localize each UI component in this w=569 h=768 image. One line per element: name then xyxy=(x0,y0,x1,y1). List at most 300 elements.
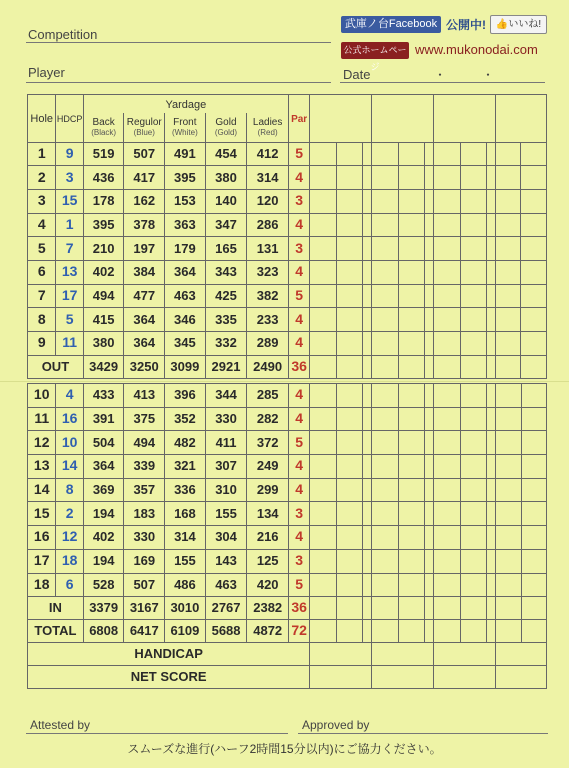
score-cell[interactable] xyxy=(372,260,398,284)
score-cell[interactable] xyxy=(521,549,546,573)
score-cell[interactable] xyxy=(336,478,362,502)
score-cell[interactable] xyxy=(521,573,546,597)
score-cell[interactable] xyxy=(521,431,546,455)
score-cell[interactable] xyxy=(310,431,336,455)
out-par: 36 xyxy=(291,357,307,374)
score-cell[interactable] xyxy=(496,573,521,597)
score-cell[interactable] xyxy=(363,237,372,261)
score-cell[interactable] xyxy=(363,573,372,597)
score-cell[interactable] xyxy=(434,213,460,237)
score-cell[interactable] xyxy=(363,478,372,502)
score-cell[interactable] xyxy=(434,526,460,550)
tee-name-ladies: Ladies xyxy=(252,117,283,129)
score-cell[interactable] xyxy=(434,308,460,332)
score-cell[interactable] xyxy=(363,407,372,431)
hdcp-value: 2 xyxy=(65,504,74,521)
net-score-cell[interactable] xyxy=(496,666,547,689)
score-cell[interactable] xyxy=(521,597,546,620)
score-cell[interactable] xyxy=(310,355,336,378)
score-cell[interactable] xyxy=(310,620,336,643)
score-cell[interactable] xyxy=(372,407,398,431)
score-cell[interactable] xyxy=(424,189,433,213)
score-cell[interactable] xyxy=(460,237,486,261)
score-cell[interactable] xyxy=(496,384,521,408)
score-cell[interactable] xyxy=(496,455,521,479)
score-cell[interactable] xyxy=(486,308,495,332)
score-cell[interactable] xyxy=(460,620,486,643)
score-cell[interactable] xyxy=(425,407,434,431)
score-cell[interactable] xyxy=(310,597,336,620)
score-cell[interactable] xyxy=(310,573,336,597)
score-cell[interactable] xyxy=(363,284,372,308)
score-cell[interactable] xyxy=(460,189,486,213)
score-cell[interactable] xyxy=(460,142,486,166)
score-cell[interactable] xyxy=(336,431,362,455)
score-cell[interactable] xyxy=(487,620,496,643)
tee-name-front: Front xyxy=(173,117,197,129)
total-back: 6808 xyxy=(89,623,119,639)
score-cell[interactable] xyxy=(398,166,424,190)
score-cell[interactable] xyxy=(521,142,547,166)
score-cell[interactable] xyxy=(521,260,547,284)
score-cell[interactable] xyxy=(363,332,372,356)
player-field[interactable] xyxy=(26,82,331,83)
score-cell[interactable] xyxy=(486,284,495,308)
score-cell[interactable] xyxy=(310,260,336,284)
score-cell[interactable] xyxy=(398,597,424,620)
score-cell[interactable] xyxy=(336,384,362,408)
score-cell[interactable] xyxy=(521,478,546,502)
score-cell[interactable] xyxy=(336,284,362,308)
yardage-ladies: 412 xyxy=(256,145,279,161)
score-cell[interactable] xyxy=(310,308,336,332)
par-value: 4 xyxy=(295,457,304,474)
score-cell[interactable] xyxy=(398,237,424,261)
score-cell[interactable] xyxy=(363,355,372,378)
score-cell[interactable] xyxy=(336,455,362,479)
score-cell[interactable] xyxy=(487,431,496,455)
yardage-front: 345 xyxy=(174,335,196,351)
score-cell[interactable] xyxy=(496,308,521,332)
score-cell[interactable] xyxy=(434,502,460,526)
score-cell[interactable] xyxy=(372,573,398,597)
score-cell[interactable] xyxy=(460,355,486,378)
score-cell[interactable] xyxy=(336,526,362,550)
out-ladies: 2490 xyxy=(253,358,283,374)
score-cell[interactable] xyxy=(398,384,424,408)
score-cell[interactable] xyxy=(310,502,336,526)
score-cell[interactable] xyxy=(363,260,372,284)
score-cell[interactable] xyxy=(336,237,362,261)
score-cell[interactable] xyxy=(496,431,521,455)
score-cell[interactable] xyxy=(425,549,434,573)
score-cell[interactable] xyxy=(496,620,521,643)
score-cell[interactable] xyxy=(398,332,424,356)
score-cell[interactable] xyxy=(460,332,486,356)
score-cell[interactable] xyxy=(310,332,336,356)
yardage-ladies: 282 xyxy=(256,411,279,427)
handicap-cell[interactable] xyxy=(434,643,496,666)
score-cell[interactable] xyxy=(336,189,362,213)
yardage-regular: 197 xyxy=(133,240,156,256)
score-cell[interactable] xyxy=(372,431,398,455)
hole-number: 2 xyxy=(37,168,46,185)
tee-name-regular: Regulor xyxy=(126,117,162,129)
score-cell[interactable] xyxy=(434,189,460,213)
score-cell[interactable] xyxy=(372,549,398,573)
score-cell[interactable] xyxy=(496,260,521,284)
score-cell[interactable] xyxy=(521,308,547,332)
front-nine-table xyxy=(27,94,547,379)
score-cell[interactable] xyxy=(372,189,398,213)
score-cell[interactable] xyxy=(425,526,434,550)
score-cell[interactable] xyxy=(425,455,434,479)
score-cell[interactable] xyxy=(336,308,362,332)
score-cell[interactable] xyxy=(496,284,521,308)
score-column-header xyxy=(434,95,496,143)
score-cell[interactable] xyxy=(460,431,486,455)
score-cell[interactable] xyxy=(496,237,521,261)
score-cell[interactable] xyxy=(425,478,434,502)
score-cell[interactable] xyxy=(336,502,362,526)
yardage-ladies: 134 xyxy=(256,505,279,521)
score-cell[interactable] xyxy=(310,455,336,479)
score-cell[interactable] xyxy=(460,284,486,308)
handicap-cell[interactable] xyxy=(310,643,372,666)
yardage-back: 395 xyxy=(92,216,115,232)
score-cell[interactable] xyxy=(336,142,362,166)
hdcp-value: 5 xyxy=(65,310,74,327)
total-ladies: 4872 xyxy=(253,623,283,639)
hole-row xyxy=(28,213,547,237)
score-cell[interactable] xyxy=(487,549,496,573)
score-cell[interactable] xyxy=(460,455,486,479)
hole-number: 7 xyxy=(37,286,46,303)
score-cell[interactable] xyxy=(434,332,460,356)
score-cell[interactable] xyxy=(372,526,398,550)
date-separator: ・ xyxy=(434,68,447,82)
score-cell[interactable] xyxy=(424,355,433,378)
score-cell[interactable] xyxy=(486,213,495,237)
score-cell[interactable] xyxy=(434,431,460,455)
score-cell[interactable] xyxy=(496,502,521,526)
score-cell[interactable] xyxy=(487,478,496,502)
score-cell[interactable] xyxy=(336,355,362,378)
score-cell[interactable] xyxy=(398,502,424,526)
hdcp-value: 11 xyxy=(62,334,78,351)
score-cell[interactable] xyxy=(310,407,336,431)
score-cell[interactable] xyxy=(336,260,362,284)
score-cell[interactable] xyxy=(336,597,362,620)
approved-by-field[interactable] xyxy=(298,733,548,734)
hole-row xyxy=(28,142,547,166)
yardage-front: 396 xyxy=(174,387,196,403)
score-cell[interactable] xyxy=(521,166,547,190)
score-cell[interactable] xyxy=(487,526,496,550)
score-cell[interactable] xyxy=(425,597,434,620)
score-cell[interactable] xyxy=(310,284,336,308)
score-cell[interactable] xyxy=(434,355,460,378)
facebook-badge[interactable]: 武庫ノ台Facebook xyxy=(341,16,441,33)
score-cell[interactable] xyxy=(521,237,547,261)
score-cell[interactable] xyxy=(486,237,495,261)
score-cell[interactable] xyxy=(425,384,434,408)
score-cell[interactable] xyxy=(486,166,495,190)
score-cell[interactable] xyxy=(496,189,521,213)
score-cell[interactable] xyxy=(487,384,496,408)
score-cell[interactable] xyxy=(398,526,424,550)
yardage-gold: 155 xyxy=(215,505,237,521)
yardage-regular: 364 xyxy=(133,311,156,327)
score-cell[interactable] xyxy=(372,213,398,237)
homepage-badge[interactable]: 公式ホームページ xyxy=(341,42,409,59)
score-cell[interactable] xyxy=(496,142,521,166)
score-cell[interactable] xyxy=(363,549,372,573)
score-cell[interactable] xyxy=(486,189,495,213)
score-cell[interactable] xyxy=(372,502,398,526)
score-cell[interactable] xyxy=(460,308,486,332)
score-cell[interactable] xyxy=(496,478,521,502)
score-cell[interactable] xyxy=(336,620,362,643)
score-cell[interactable] xyxy=(521,189,547,213)
score-cell[interactable] xyxy=(372,142,398,166)
score-cell[interactable] xyxy=(310,166,336,190)
score-cell[interactable] xyxy=(424,332,433,356)
score-cell[interactable] xyxy=(434,597,460,620)
yardage-front: 168 xyxy=(174,505,196,521)
out-front: 3099 xyxy=(170,358,200,374)
net-score-cell[interactable] xyxy=(434,666,496,689)
hole-row xyxy=(28,189,547,213)
score-cell[interactable] xyxy=(460,384,486,408)
score-cell[interactable] xyxy=(398,407,424,431)
hole-row xyxy=(28,455,547,479)
score-cell[interactable] xyxy=(487,502,496,526)
score-cell[interactable] xyxy=(496,407,521,431)
score-cell[interactable] xyxy=(496,549,521,573)
score-cell[interactable] xyxy=(336,407,362,431)
score-cell[interactable] xyxy=(336,213,362,237)
score-cell[interactable] xyxy=(424,166,433,190)
score-cell[interactable] xyxy=(434,478,460,502)
score-cell[interactable] xyxy=(372,166,398,190)
date-separator: ・ xyxy=(482,68,495,82)
score-cell[interactable] xyxy=(486,332,495,356)
score-cell[interactable] xyxy=(336,332,362,356)
score-cell[interactable] xyxy=(425,573,434,597)
score-cell[interactable] xyxy=(434,455,460,479)
yardage-regular: 169 xyxy=(133,553,156,569)
yardage-back: 436 xyxy=(92,169,115,185)
score-column-header xyxy=(496,95,547,143)
score-cell[interactable] xyxy=(487,455,496,479)
score-cell[interactable] xyxy=(425,431,434,455)
score-cell[interactable] xyxy=(372,620,398,643)
yardage-ladies: 249 xyxy=(256,458,279,474)
in-gold: 2767 xyxy=(211,600,241,616)
par-value: 4 xyxy=(295,263,304,280)
score-cell[interactable] xyxy=(372,237,398,261)
score-cell[interactable] xyxy=(363,189,372,213)
in-par: 36 xyxy=(291,599,307,616)
yardage-back: 364 xyxy=(92,458,115,474)
score-cell[interactable] xyxy=(434,260,460,284)
score-cell[interactable] xyxy=(424,260,433,284)
score-cell[interactable] xyxy=(310,526,336,550)
score-cell[interactable] xyxy=(424,213,433,237)
score-cell[interactable] xyxy=(398,308,424,332)
score-cell[interactable] xyxy=(363,213,372,237)
score-cell[interactable] xyxy=(363,502,372,526)
score-cell[interactable] xyxy=(398,478,424,502)
score-cell[interactable] xyxy=(521,526,546,550)
competition-field[interactable] xyxy=(26,42,331,43)
score-cell[interactable] xyxy=(336,573,362,597)
score-cell[interactable] xyxy=(521,284,547,308)
score-cell[interactable] xyxy=(398,284,424,308)
score-cell[interactable] xyxy=(363,431,372,455)
score-cell[interactable] xyxy=(363,455,372,479)
score-cell[interactable] xyxy=(434,549,460,573)
yardage-gold: 454 xyxy=(215,145,237,161)
score-cell[interactable] xyxy=(363,597,372,620)
score-cell[interactable] xyxy=(363,384,372,408)
score-cell[interactable] xyxy=(424,308,433,332)
score-cell[interactable] xyxy=(310,142,336,166)
score-cell[interactable] xyxy=(398,355,424,378)
total-front: 6109 xyxy=(170,623,200,639)
score-cell[interactable] xyxy=(372,478,398,502)
score-cell[interactable] xyxy=(460,407,486,431)
score-cell[interactable] xyxy=(460,260,486,284)
yardage-ladies: 299 xyxy=(256,482,279,498)
total-regular: 6417 xyxy=(129,623,159,639)
score-cell[interactable] xyxy=(521,407,546,431)
like-button[interactable]: 👍いいね! xyxy=(490,15,547,34)
score-column-header xyxy=(372,95,434,143)
score-cell[interactable] xyxy=(363,620,372,643)
score-cell[interactable] xyxy=(398,189,424,213)
score-cell[interactable] xyxy=(521,355,547,378)
score-cell[interactable] xyxy=(460,597,486,620)
score-cell[interactable] xyxy=(486,260,495,284)
score-cell[interactable] xyxy=(336,166,362,190)
score-cell[interactable] xyxy=(496,166,521,190)
score-cell[interactable] xyxy=(398,213,424,237)
score-cell[interactable] xyxy=(363,308,372,332)
handicap-cell[interactable] xyxy=(372,643,434,666)
score-cell[interactable] xyxy=(425,620,434,643)
score-cell[interactable] xyxy=(372,355,398,378)
score-cell[interactable] xyxy=(486,142,495,166)
score-cell[interactable] xyxy=(434,166,460,190)
score-cell[interactable] xyxy=(434,407,460,431)
score-cell[interactable] xyxy=(363,166,372,190)
score-cell[interactable] xyxy=(398,431,424,455)
score-cell[interactable] xyxy=(460,549,486,573)
score-cell[interactable] xyxy=(487,407,496,431)
net-score-cell[interactable] xyxy=(310,666,372,689)
score-cell[interactable] xyxy=(487,597,496,620)
score-cell[interactable] xyxy=(521,502,546,526)
score-cell[interactable] xyxy=(434,573,460,597)
score-cell[interactable] xyxy=(310,213,336,237)
hdcp-value: 9 xyxy=(65,144,74,161)
score-cell[interactable] xyxy=(424,284,433,308)
score-cell[interactable] xyxy=(398,620,424,643)
score-cell[interactable] xyxy=(496,597,521,620)
score-cell[interactable] xyxy=(496,526,521,550)
score-cell[interactable] xyxy=(496,332,521,356)
score-cell[interactable] xyxy=(496,355,521,378)
score-cell[interactable] xyxy=(460,213,486,237)
yardage-regular: 378 xyxy=(133,216,156,232)
score-cell[interactable] xyxy=(434,620,460,643)
score-cell[interactable] xyxy=(372,308,398,332)
score-cell[interactable] xyxy=(398,549,424,573)
score-cell[interactable] xyxy=(398,142,424,166)
score-cell[interactable] xyxy=(372,332,398,356)
date-field[interactable] xyxy=(340,82,545,83)
score-cell[interactable] xyxy=(521,384,546,408)
score-cell[interactable] xyxy=(487,573,496,597)
attested-by-field[interactable] xyxy=(26,733,288,734)
score-cell[interactable] xyxy=(434,284,460,308)
score-cell[interactable] xyxy=(310,237,336,261)
score-cell[interactable] xyxy=(372,284,398,308)
tee-color-ladies: (Red) xyxy=(257,128,278,138)
out-regular: 3250 xyxy=(129,358,159,374)
score-cell[interactable] xyxy=(434,142,460,166)
score-cell[interactable] xyxy=(372,597,398,620)
handicap-cell[interactable] xyxy=(496,643,547,666)
score-cell[interactable] xyxy=(425,502,434,526)
score-cell[interactable] xyxy=(372,384,398,408)
score-cell[interactable] xyxy=(336,549,362,573)
score-cell[interactable] xyxy=(486,355,495,378)
score-cell[interactable] xyxy=(460,166,486,190)
homepage-url[interactable]: www.mukonodai.com xyxy=(415,42,538,57)
score-cell[interactable] xyxy=(434,237,460,261)
score-cell[interactable] xyxy=(496,213,521,237)
score-cell[interactable] xyxy=(363,526,372,550)
score-cell[interactable] xyxy=(398,455,424,479)
score-cell[interactable] xyxy=(460,573,486,597)
score-cell[interactable] xyxy=(424,237,433,261)
score-cell[interactable] xyxy=(310,189,336,213)
score-cell[interactable] xyxy=(310,384,336,408)
score-cell[interactable] xyxy=(310,478,336,502)
score-cell[interactable] xyxy=(363,142,372,166)
score-cell[interactable] xyxy=(460,502,486,526)
score-cell[interactable] xyxy=(398,573,424,597)
score-cell[interactable] xyxy=(310,549,336,573)
score-cell[interactable] xyxy=(521,332,547,356)
score-cell[interactable] xyxy=(460,478,486,502)
score-cell[interactable] xyxy=(424,142,433,166)
net-score-cell[interactable] xyxy=(372,666,434,689)
score-cell[interactable] xyxy=(398,260,424,284)
score-cell[interactable] xyxy=(521,455,546,479)
out-label: OUT xyxy=(41,358,70,374)
score-cell[interactable] xyxy=(460,526,486,550)
score-cell[interactable] xyxy=(521,213,547,237)
handicap-label: HANDICAP xyxy=(134,646,203,662)
score-cell[interactable] xyxy=(521,620,546,643)
score-cell[interactable] xyxy=(434,384,460,408)
hole-row xyxy=(28,431,547,455)
score-cell[interactable] xyxy=(372,455,398,479)
